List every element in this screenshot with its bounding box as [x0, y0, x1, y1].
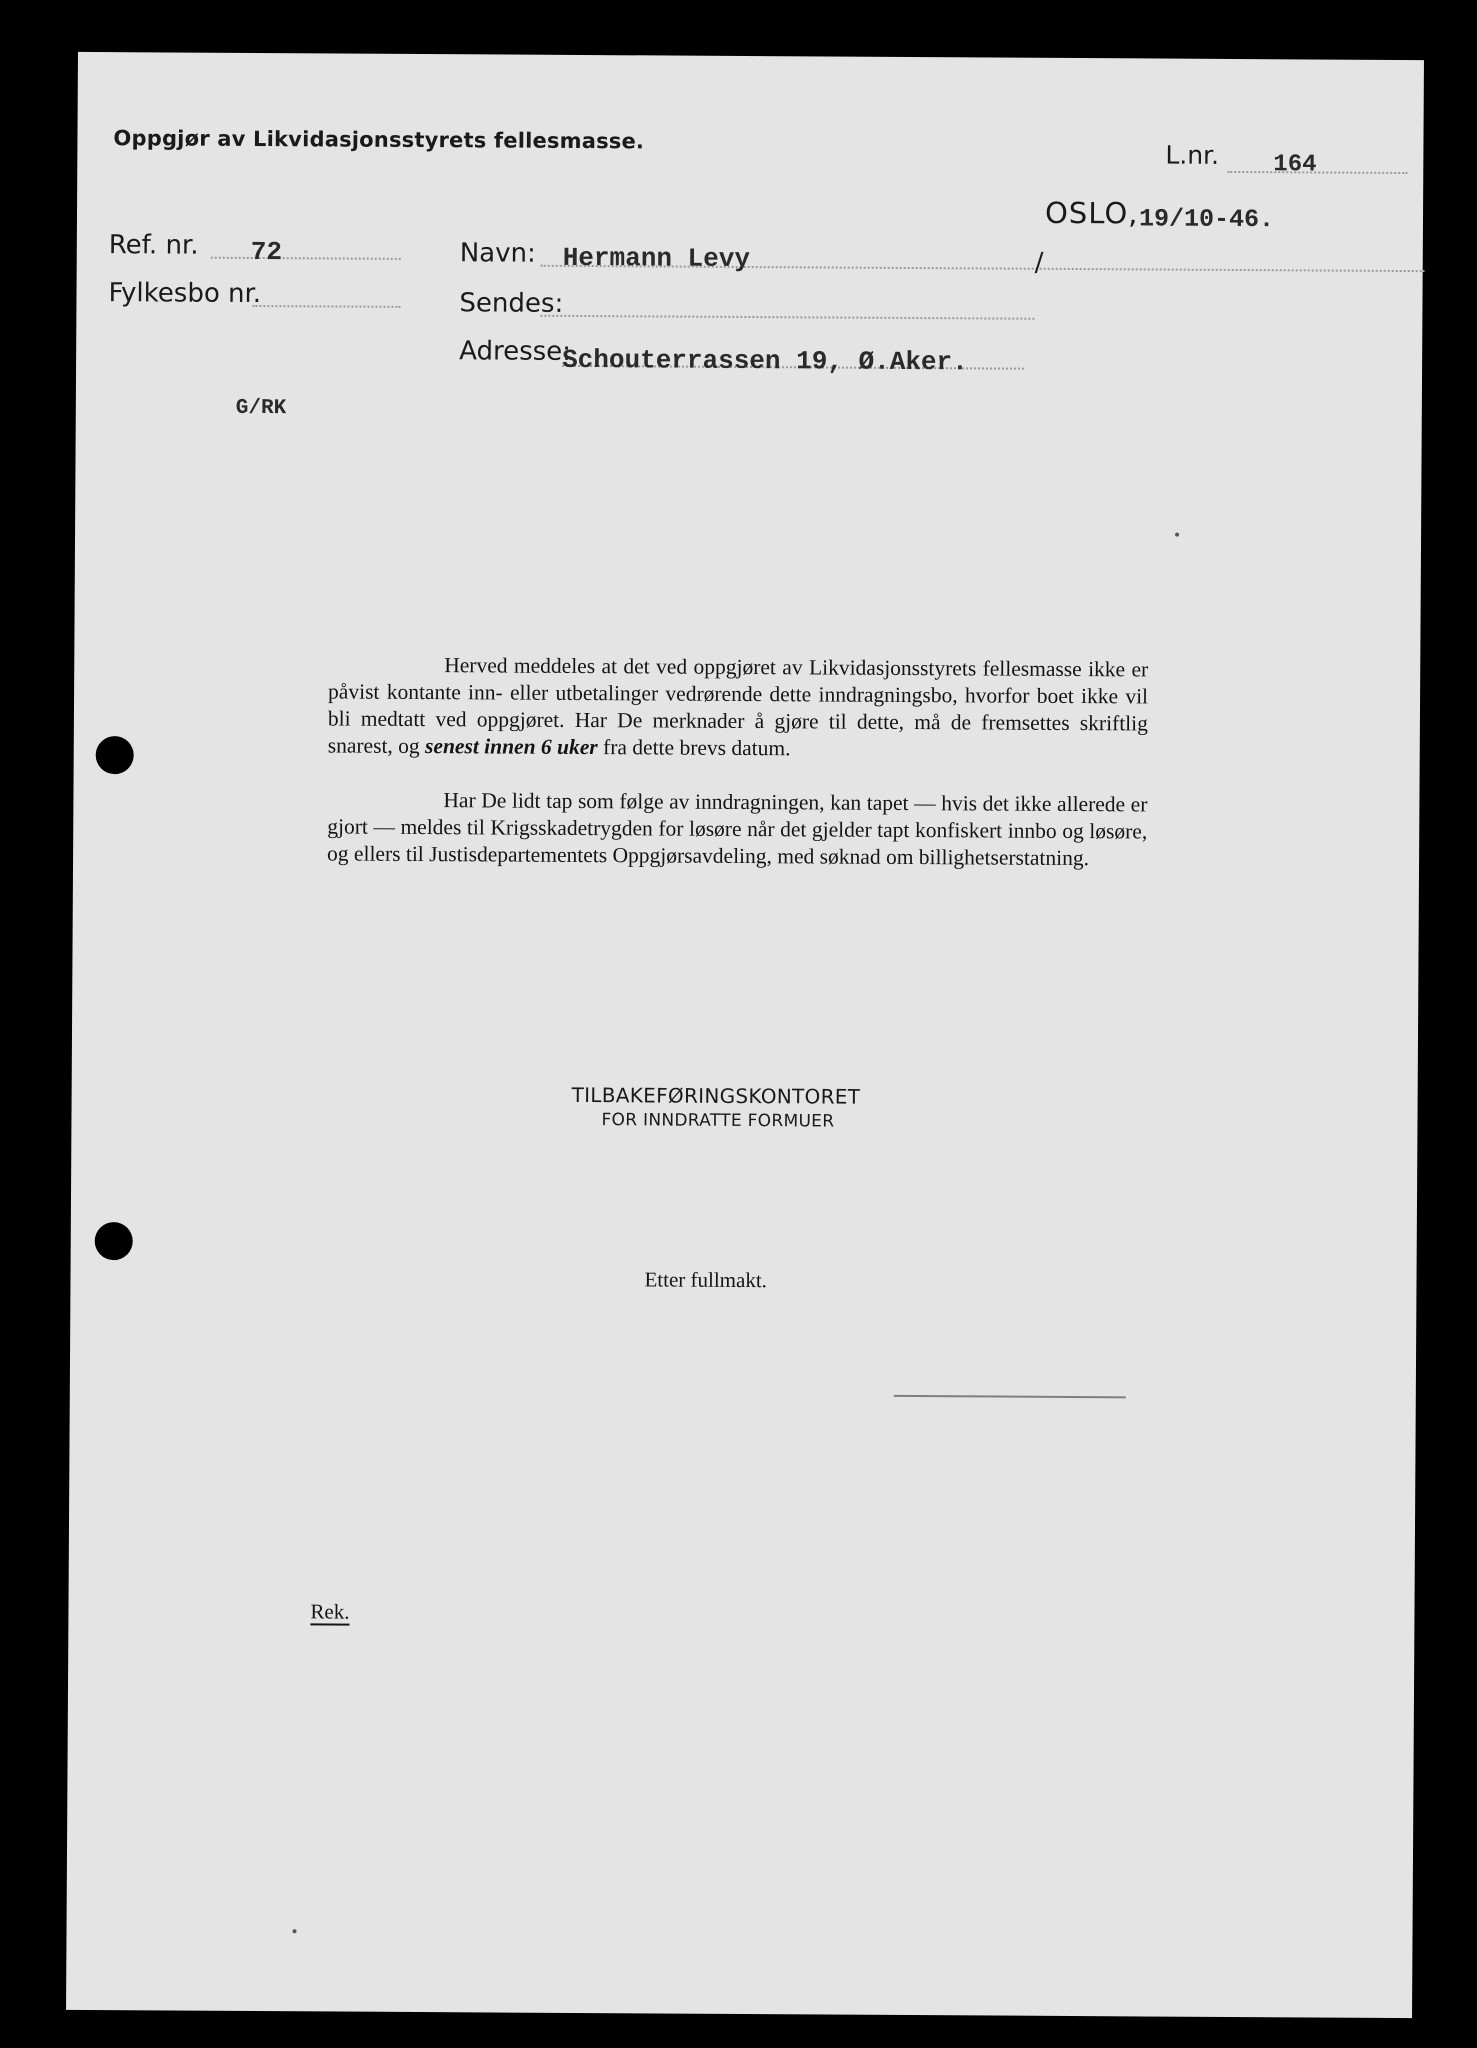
- signature-authority: Etter fullmakt.: [644, 1267, 768, 1293]
- letter-date: 19/10-46.: [1138, 204, 1275, 235]
- lnr-label: L.nr.: [1165, 140, 1220, 170]
- office-subtitle: FOR INNDRATTE FORMUER: [601, 1110, 835, 1132]
- lnr-dotted-line: [1227, 171, 1407, 174]
- paper-speck: [293, 1929, 297, 1933]
- paper-speck: [1175, 533, 1179, 537]
- signature-line: [894, 1395, 1126, 1398]
- navn-value: Hermann Levy: [562, 242, 751, 275]
- paragraph-1-end: fra dette brevs datum.: [603, 735, 791, 761]
- initials: G/RK: [235, 396, 287, 421]
- lnr-value: 164: [1273, 151, 1317, 179]
- registered-mark: Rek.: [310, 1599, 350, 1624]
- place: OSLO,: [1044, 195, 1139, 231]
- paragraph-1-text: Herved meddeles at det ved oppgjøret av Likvidasjonsstyrets fellesmasse ikke er påvist kontante inn- eller utbetalinger vedrørende dette inndragningsbo, hvorfor boet ikke vil bli medtatt ved oppgjøret. Har De merknader å gjøre til dette, må de fremsettes skriftlig snarest, og: [327, 653, 1149, 759]
- ref-value: 72: [250, 236, 283, 268]
- fylkesbo-dotted-line: [252, 305, 400, 308]
- ref-dotted-line: [211, 257, 401, 260]
- fylkesbo-label: Fylkesbo nr.: [108, 278, 262, 310]
- slash-mark: /: [1034, 247, 1044, 278]
- navn-label: Navn:: [459, 238, 536, 269]
- sendes-label: Sendes:: [459, 288, 564, 319]
- letter-body: [327, 651, 1148, 899]
- document-header: Oppgjør av Likvidasjonsstyrets fellesmasse.: [113, 126, 645, 154]
- paragraph-1: [328, 651, 1149, 764]
- paragraph-1-emphasis: senest innen 6 uker: [425, 734, 598, 760]
- punch-hole: [96, 736, 134, 774]
- adresse-label: Adresse:: [459, 336, 572, 367]
- adresse-value: Schouterrassen 19, Ø.Aker.: [562, 344, 968, 378]
- sendes-dotted-line: [540, 315, 1034, 320]
- office-name: TILBAKEFØRINGSKONTORET: [571, 1082, 861, 1109]
- punch-hole: [95, 1222, 133, 1260]
- ref-label: Ref. nr.: [108, 230, 199, 261]
- document-page: [66, 52, 1424, 2018]
- paragraph-2: Har De lidt tap som følge av inndragningen, kan tapet — hvis det ikke allerede er gjort — meldes til Krigsskadetrygden for løsøre når det gjelder tapt konfiskert innbo og løsøre, og ellers til Justisdepartementets Oppgjørsavdeling, med søknad om billighetserstatning.: [327, 788, 1148, 871]
